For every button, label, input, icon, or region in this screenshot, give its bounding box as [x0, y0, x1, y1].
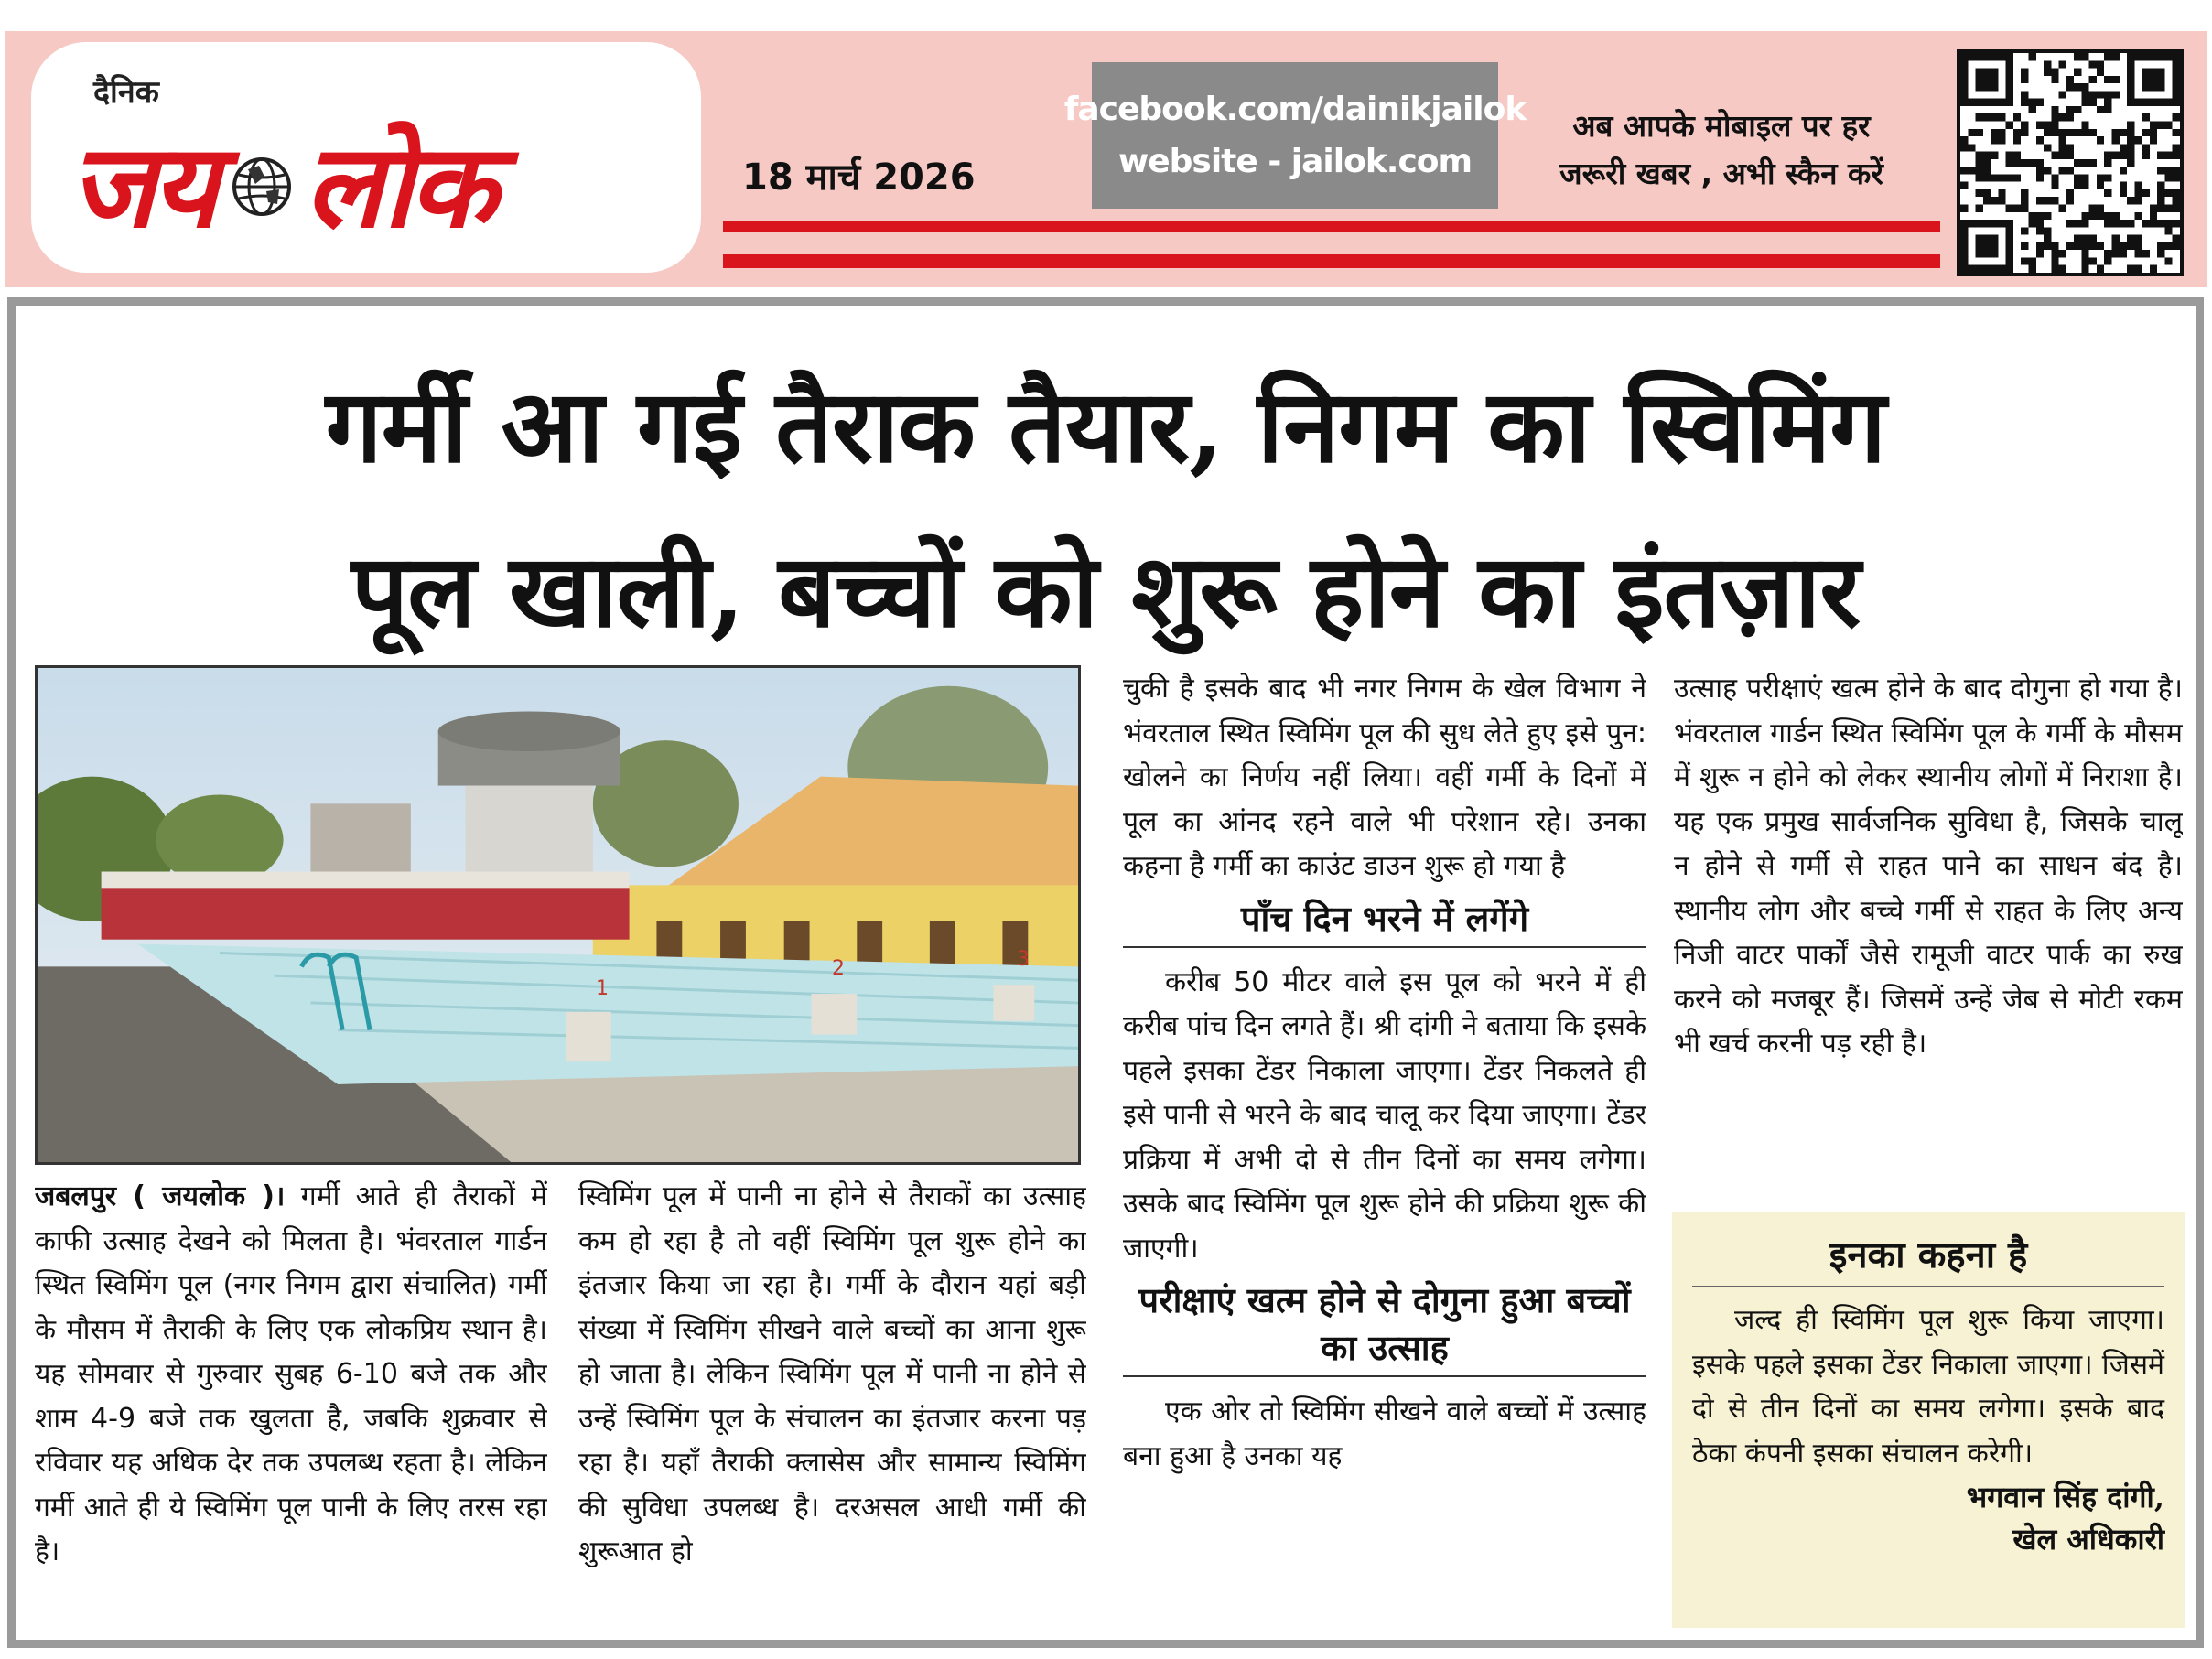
subhead-exams-over: परीक्षाएं खत्म होने से दोगुना हुआ बच्चों का उत्साह: [1123, 1277, 1646, 1377]
qr-code[interactable]: [1957, 49, 2184, 276]
column-3-text-3: एक ओर तो स्विमिंग सीखने वाले बच्चों में उत्साह बना हुआ है उनका यह: [1123, 1395, 1646, 1472]
scan-promo: [1529, 102, 1914, 198]
swimming-pool-photo: [35, 665, 1081, 1165]
quote-author-role: खेल अधिकारी: [2012, 1522, 2164, 1557]
lane-number-2: 2: [832, 957, 845, 980]
column-2-text: स्विमिंग पूल में पानी ना होने से तैराकों का उत्साह कम हो रहा है तो वहीं स्विमिंग पूल शुरू होने का इंतजार किया जा रहा है। गर्मी के दौरान यहां बड़ी संख्या में स्विमिंग सीखने वाले बच्चों का आना शुरू हो जाता है। लेकिन स्विमिंग पूल में पानी ना होने से उन्हें स्विमिंग पूल के संचालन का इंतजार करना पड़ रहा है। यहाँ तैराकी क्लासेस और सामान्य स्विमिंग की सुविधा उपलब्ध है। दरअसल आधी गर्मी की शुरूआत हो: [578, 1180, 1086, 1567]
red-rule-top: [723, 221, 1940, 232]
column-1-text: गर्मी आते ही तैराकों में काफी उत्साह देखने को मिलता है। भंवरताल गार्डन स्थित स्विमिंग पूल (नगर निगम द्वारा संचालित) गर्मी के मौसम में तैराकी के लिए एक लोकप्रिय स्थान है। यह सोमवार से गुरुवार सुबह 6-10 बजे तक और शाम 4-9 बजे तक खुलता है, जबकि शुक्रवार से रविवार यह अधिक देर तक उपलब्ध रहता है। लेकिन गर्मी आते ही ये स्विमिंग पूल पानी के लिए तरस रहा है।: [35, 1180, 547, 1567]
column-3-text-2: करीब 50 मीटर वाले इस पूल को भरने में ही करीब पांच दिन लगते हैं। श्री दांगी ने बताया कि इसके पहले इसका टेंडर निकाला जाएगा। टेंडर निकलते ही इसे पानी से भरने के बाद चालू कर दिया जाएगा। टेंडर प्रक्रिया में अभी दो से तीन दिनों का समय लगेगा। उसके बाद स्विमिंग पूल शुरू होने की प्रक्रिया शुरू की जाएगी।: [1123, 965, 1646, 1265]
article-headline: [16, 344, 2196, 673]
article-column-1: [35, 1175, 547, 1614]
promo-line-1: अब आपके मोबाइल पर हर: [1572, 108, 1871, 144]
subhead-fill-days: पाँच दिन भरने में लगेंगे: [1123, 895, 1646, 948]
headline-line-1: गर्मी आ गई तैराक तैयार, निगम का स्विमिंग: [325, 367, 1886, 485]
website-link[interactable]: website - jailok.com: [1117, 143, 1473, 180]
quote-title: इनका कहना है: [1692, 1228, 2164, 1287]
quote-author-name: भगवान सिंह दांगी,: [1966, 1480, 2164, 1514]
article-column-4: [1674, 667, 2183, 1193]
dateline: जबलपुर ( जयलोक )।: [35, 1180, 286, 1212]
lane-number-3: 3: [1017, 948, 1030, 971]
quote-text: जल्द ही स्विमिंग पूल शुरू किया जाएगा। इसके पहले इसका टेंडर निकाला जाएगा। जिसमें दो से तीन दिनों का समय लगेगा। इसके बाद ठेका कंपनी इसका संचालन करेगी।: [1692, 1304, 2164, 1470]
logo-small-text: दैनिक: [93, 74, 159, 111]
logo-wordmark: [70, 119, 494, 253]
promo-line-2: जरूरी खबर , अभी स्कैन करें: [1559, 156, 1883, 191]
edition-date: 18 मार्च 2026: [742, 156, 976, 199]
social-links-box: [1063, 62, 1527, 209]
column-4-text: उत्साह परीक्षाएं खत्म होने के बाद दोगुना हो गया है। भंवरताल गार्डन स्थित स्विमिंग पूल के गर्मी के मौसम में शुरू न होने को लेकर स्थानीय लोगों में निराशा है। यह एक प्रमुख सार्वजनिक सुविधा है, जिसके चालू न होने से गर्मी से राहत पाने का साधन बंद है। स्थानीय लोग और बच्चे गर्मी से राहत के लिए अन्य निजी वाटर पार्कों जैसे रामूजी वाटर पार्क का रुख करने को मजबूर हैं। जिसमें उन्हें जेब से मोटी रकम भी खर्च करनी पड़ रही है।: [1674, 673, 2183, 1060]
logo-word-left: जय: [70, 119, 215, 253]
red-rule-bottom: [723, 254, 1940, 268]
logo-word-right: लोक: [304, 119, 494, 253]
newspaper-logo[interactable]: [31, 42, 701, 273]
headline-line-2: पूल खाली, बच्चों को शुरू होने का इंतज़ार: [351, 532, 1861, 650]
globe-icon: [232, 156, 292, 217]
official-quote-box: [1672, 1212, 2185, 1628]
article-frame: [7, 297, 2204, 1648]
article-column-2: [578, 1175, 1086, 1614]
qr-code-icon: [1960, 53, 2180, 273]
lane-number-1: 1: [596, 977, 609, 1000]
masthead: [5, 31, 2207, 287]
article-column-3: [1123, 667, 1646, 1642]
facebook-link[interactable]: facebook.com/dainikjailok: [1063, 91, 1527, 128]
pool-photo-illustration: [38, 668, 1078, 1162]
column-3-text-1: चुकी है इसके बाद भी नगर निगम के खेल विभाग ने भंवरताल स्थित स्विमिंग पूल की सुध लेते हुए इसे पुन: खोलने का निर्णय नहीं लिया। वहीं गर्मी के दिनों में पूल का आंनद रहने वाले भी परेशान रहे। उनका कहना है गर्मी का काउंट डाउन शुरू हो गया है: [1123, 673, 1646, 882]
